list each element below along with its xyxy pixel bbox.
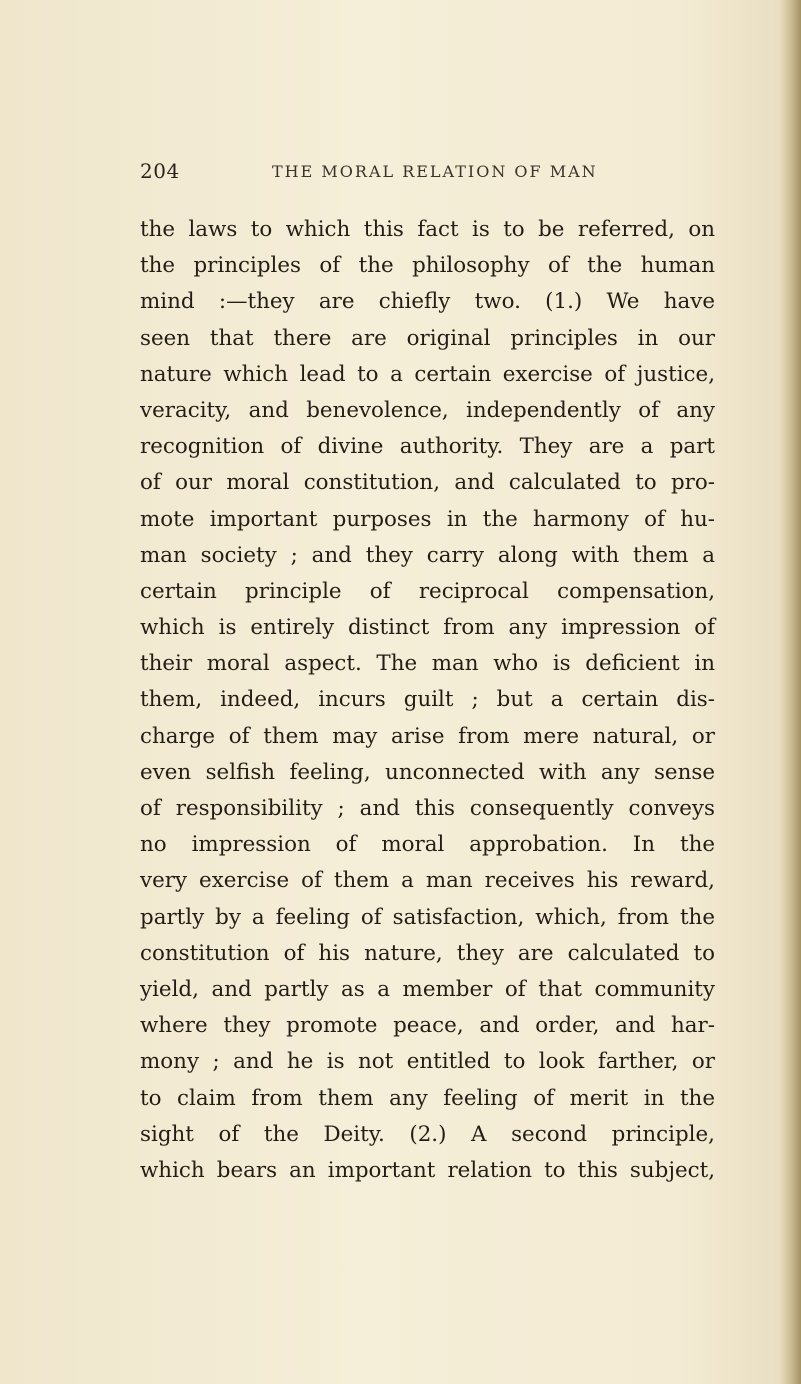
text-line: veracity, and benevolence, independently of any (140, 397, 715, 423)
text-line: seen that there are original principles in our (140, 325, 715, 351)
page-number: 204 (140, 159, 180, 183)
running-title: THE MORAL RELATION OF MAN (272, 162, 598, 181)
text-line: no impression of moral approbation. In the (140, 832, 715, 858)
text-line: certain principle of reciprocal compensation, (140, 578, 715, 604)
text-line: which is entirely distinct from any impression of (140, 615, 715, 641)
text-line: mony ; and he is not entitled to look farther, or (140, 1049, 715, 1075)
text-line: them, indeed, incurs guilt ; but a certain dis- (140, 687, 715, 713)
text-line: sight of the Deity. (2.) A second principle, (140, 1121, 715, 1147)
text-line: mind :—they are chiefly two. (1.) We have (140, 289, 715, 315)
text-line: their moral aspect. The man who is deficient in (140, 651, 715, 677)
page-header (140, 159, 740, 191)
text-line: to claim from them any feeling of merit in the (140, 1085, 715, 1111)
text-line: the laws to which this fact is to be referred, on (140, 217, 715, 242)
text-line: very exercise of them a man receives his reward, (140, 868, 715, 894)
text-line: nature which lead to a certain exercise of justice, (140, 361, 715, 387)
text-line: of responsibility ; and this consequently conveys (140, 796, 715, 821)
text-line: where they promote peace, and order, and har- (140, 1013, 715, 1039)
text-line: of our moral constitution, and calculated to pro- (140, 470, 715, 496)
text-line: mote important purposes in the harmony of hu- (140, 506, 715, 532)
text-line: constitution of his nature, they are calculated to (140, 940, 715, 966)
text-line: which bears an important relation to this subject, (140, 1157, 715, 1183)
text-line: even selfish feeling, unconnected with any sense (140, 759, 715, 785)
text-line: the principles of the philosophy of the human (140, 253, 715, 279)
text-line: partly by a feeling of satisfaction, which, from the (140, 904, 715, 930)
text-line: recognition of divine authority. They are a part (140, 434, 715, 460)
text-line: charge of them may arise from mere natural, or (140, 723, 715, 749)
body-text (140, 212, 715, 1189)
text-line: man society ; and they carry along with them a (140, 542, 715, 568)
text-line: yield, and partly as a member of that community (140, 976, 715, 1002)
page-edge-shadow (779, 0, 801, 1384)
